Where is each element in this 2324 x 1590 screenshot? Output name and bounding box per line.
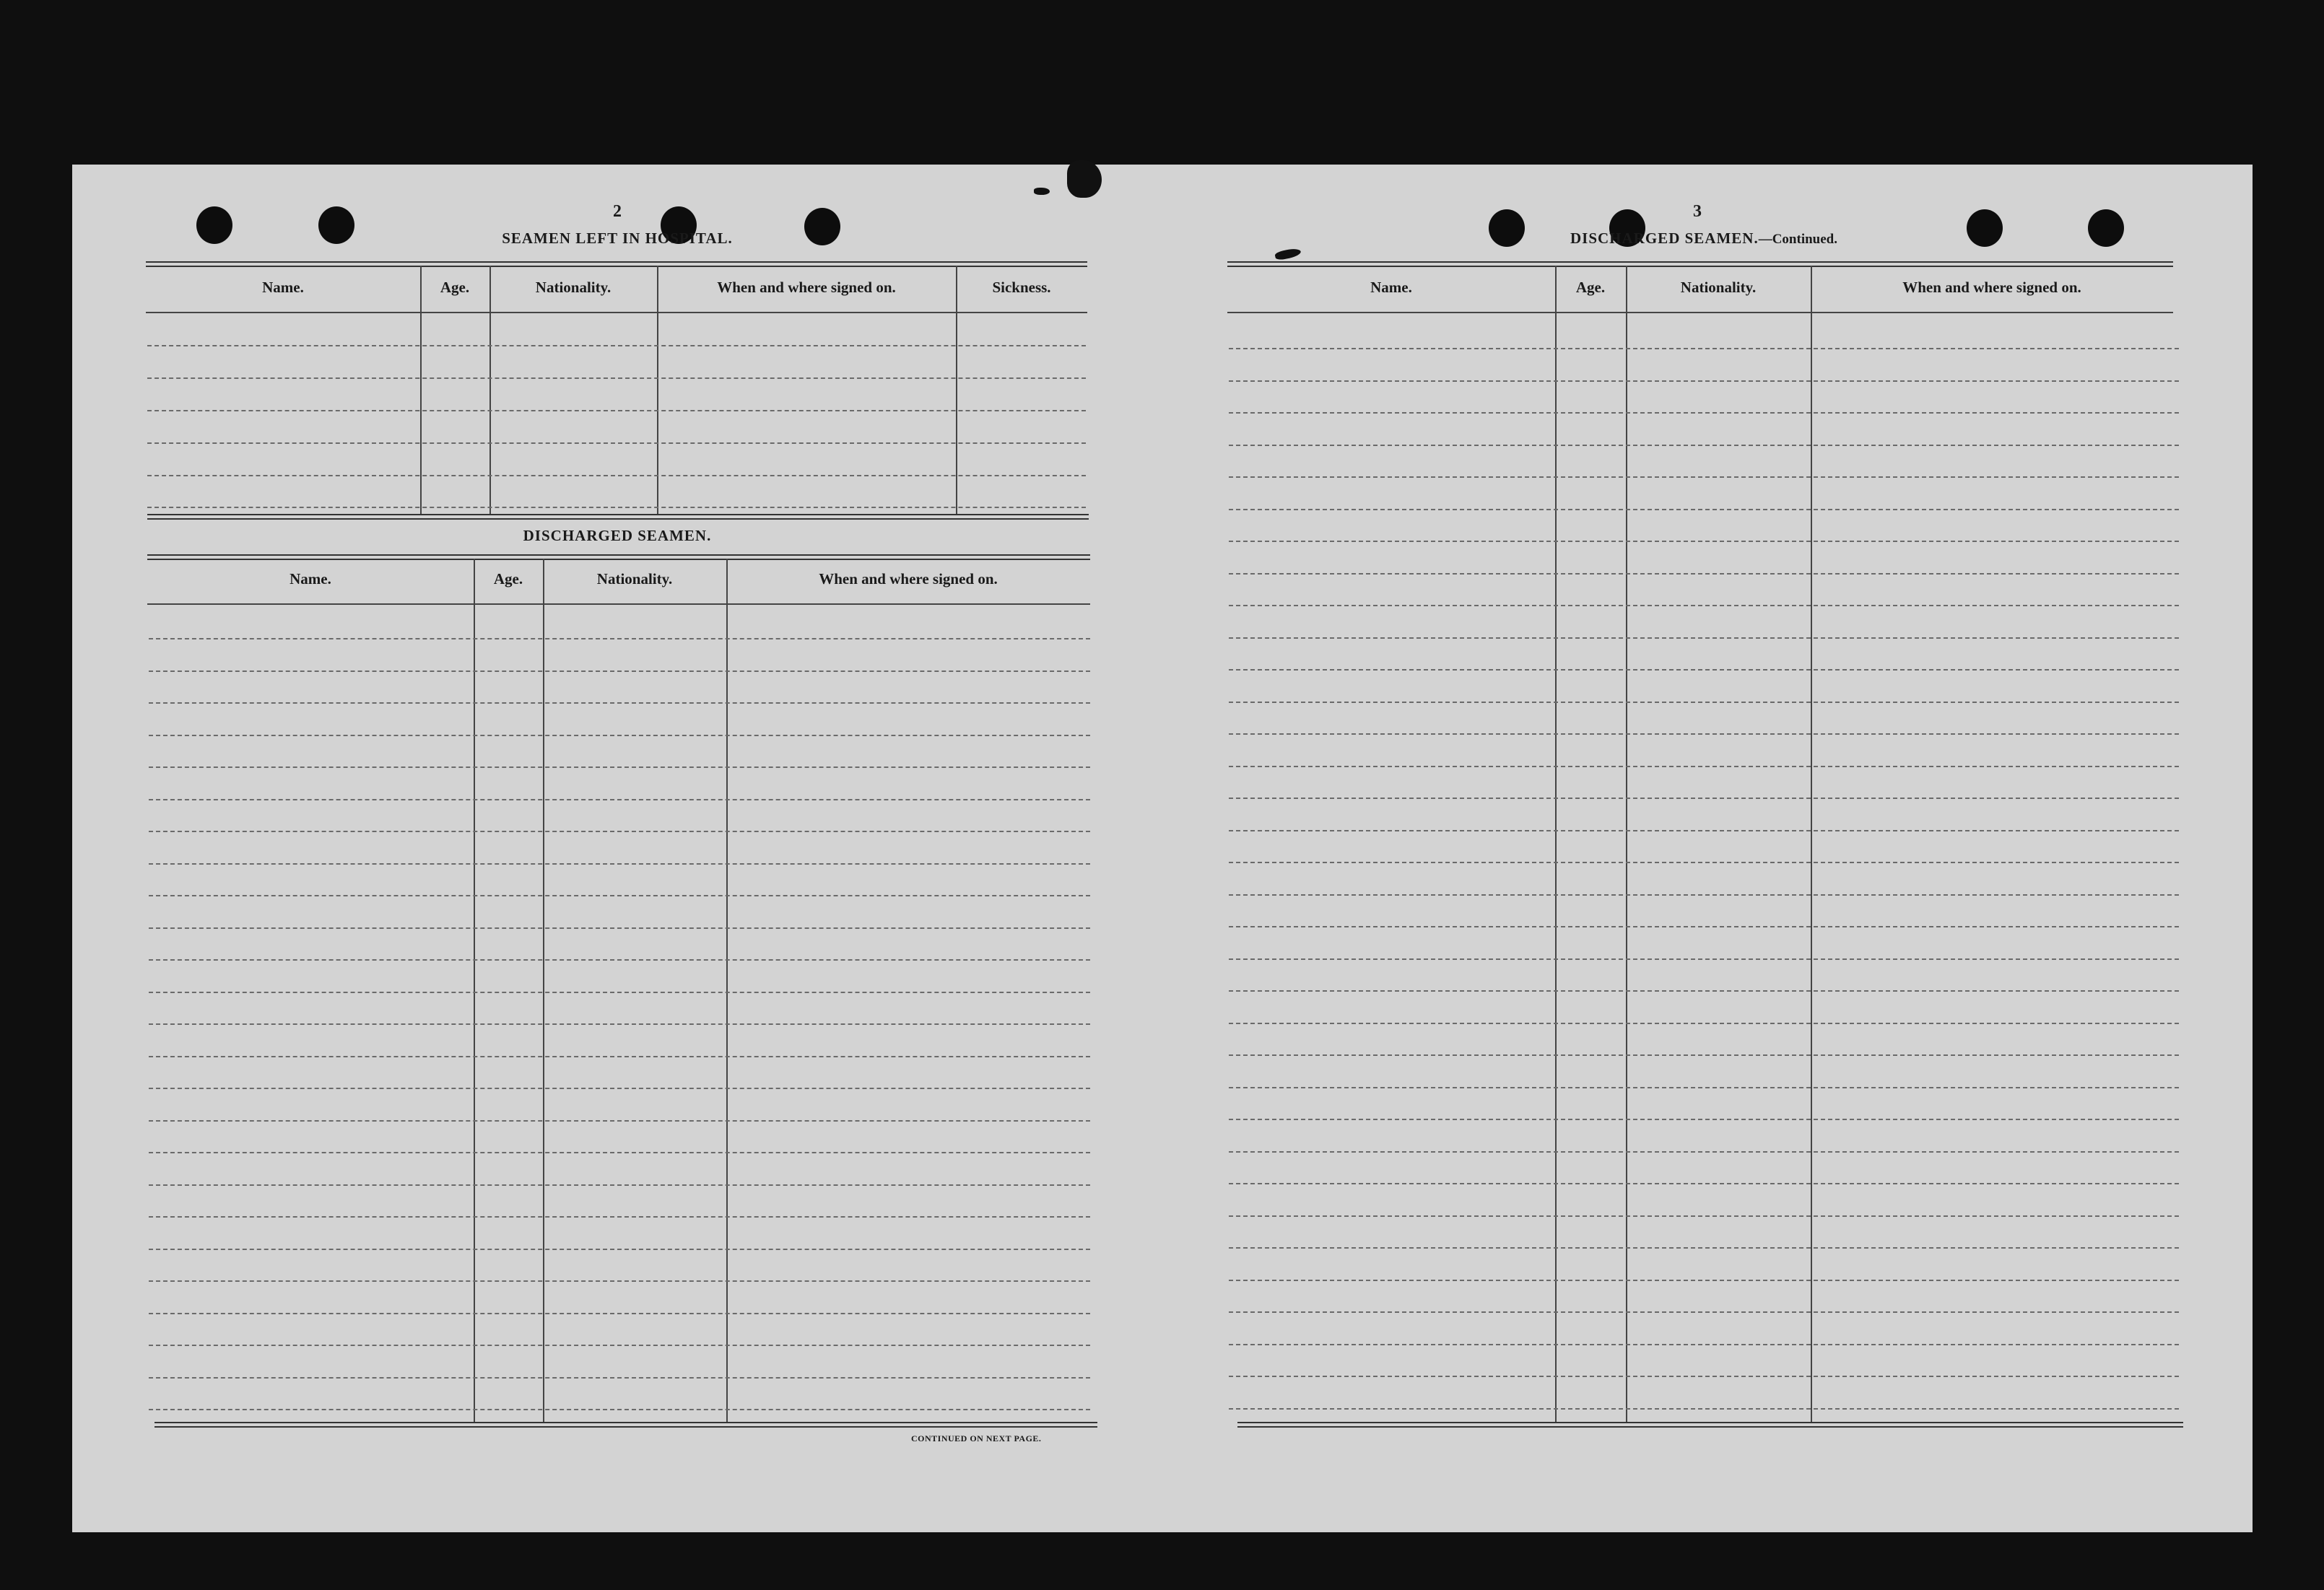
- entry-line: [149, 863, 1090, 865]
- discharged-col-name: Name.: [290, 570, 331, 587]
- entry-line: [149, 638, 1090, 639]
- right-col-age: Age.: [1575, 279, 1606, 296]
- entry-line: [1229, 1151, 2179, 1153]
- entry-line: [1229, 1087, 2179, 1088]
- entry-line: [149, 895, 1090, 896]
- entry-line: [1229, 445, 2179, 446]
- rule: [1237, 1422, 2183, 1428]
- rule: [147, 554, 1090, 560]
- discharged-col-age: Age.: [493, 570, 523, 587]
- entry-line: [149, 670, 1090, 672]
- entry-line: [149, 1249, 1090, 1250]
- hospital-col-age: Age.: [440, 279, 470, 296]
- col-divider: [474, 559, 475, 1423]
- entry-line: [1229, 1408, 2179, 1410]
- entry-line: [1229, 990, 2179, 992]
- entry-line: [149, 1409, 1090, 1410]
- punch-hole: [318, 206, 354, 244]
- rule: [146, 261, 1087, 267]
- entry-line: [147, 475, 1086, 476]
- entry-line: [149, 702, 1090, 704]
- entry-line: [149, 1120, 1090, 1122]
- discharged-col-nationality: Nationality.: [596, 570, 673, 587]
- entry-line: [149, 735, 1090, 736]
- entry-line: [1229, 1215, 2179, 1217]
- entry-line: [1229, 830, 2179, 831]
- entry-line: [147, 442, 1086, 444]
- col-divider: [726, 559, 728, 1423]
- entry-line: [1229, 380, 2179, 382]
- col-divider: [543, 559, 544, 1423]
- entry-line: [1229, 958, 2179, 960]
- rule: [1227, 261, 2173, 267]
- continued-note: CONTINUED ON NEXT PAGE.: [911, 1433, 1042, 1443]
- entry-line: [149, 992, 1090, 993]
- entry-line: [1229, 862, 2179, 863]
- punch-hole: [2088, 209, 2124, 247]
- entry-line: [149, 927, 1090, 929]
- entry-line: [1229, 476, 2179, 478]
- discharged-col-signed-on: When and where signed on.: [819, 570, 998, 587]
- entry-line: [1229, 1311, 2179, 1313]
- punch-hole: [196, 206, 232, 244]
- entry-line: [1229, 1280, 2179, 1281]
- entry-line: [149, 831, 1090, 832]
- ink-blot: [1067, 160, 1102, 198]
- entry-line: [149, 766, 1090, 768]
- entry-line: [1229, 733, 2179, 735]
- entry-line: [1229, 1023, 2179, 1024]
- discharged-continued-title: [1516, 230, 1892, 248]
- entry-line: [1229, 1183, 2179, 1184]
- entry-line: [1229, 798, 2179, 799]
- entry-line: [1229, 766, 2179, 767]
- hospital-col-sickness: Sickness.: [992, 279, 1051, 296]
- entry-line: [149, 1377, 1090, 1379]
- entry-line: [1229, 1119, 2179, 1120]
- discharged-continued-main: DISCHARGED SEAMEN.: [1570, 230, 1759, 247]
- entry-line: [147, 410, 1086, 411]
- right-page-number: 3: [1693, 202, 1702, 221]
- entry-line: [149, 1056, 1090, 1057]
- punch-hole: [804, 208, 840, 245]
- col-divider: [489, 266, 491, 515]
- entry-line: [149, 1345, 1090, 1346]
- entry-line: [1229, 1054, 2179, 1056]
- entry-line: [1229, 1247, 2179, 1249]
- entry-line: [1229, 605, 2179, 606]
- right-col-name: Name.: [1370, 279, 1412, 296]
- right-col-signed-on: When and where signed on.: [1902, 279, 2081, 296]
- entry-line: [1229, 894, 2179, 896]
- col-divider: [420, 266, 422, 515]
- entry-line: [149, 1152, 1090, 1153]
- entry-line: [1229, 702, 2179, 703]
- right-col-nationality: Nationality.: [1680, 279, 1757, 296]
- continued-suffix: —Continued.: [1758, 232, 1837, 247]
- entry-line: [1229, 412, 2179, 414]
- entry-line: [149, 1088, 1090, 1089]
- col-divider: [956, 266, 957, 515]
- entry-line: [149, 799, 1090, 800]
- entry-line: [1229, 637, 2179, 639]
- entry-line: [149, 1280, 1090, 1282]
- hospital-section-title: SEAMEN LEFT IN HOSPITAL.: [502, 230, 733, 247]
- entry-line: [1229, 1376, 2179, 1377]
- col-divider: [657, 266, 658, 515]
- ink-blot: [1034, 188, 1050, 195]
- entry-line: [1229, 541, 2179, 542]
- entry-line: [147, 507, 1086, 508]
- left-page-number: 2: [613, 202, 622, 221]
- entry-line: [1229, 509, 2179, 510]
- hospital-col-name: Name.: [262, 279, 304, 296]
- entry-line: [1229, 669, 2179, 670]
- rule: [147, 603, 1090, 605]
- rule: [1227, 312, 2173, 313]
- entry-line: [149, 1023, 1090, 1025]
- entry-line: [1229, 926, 2179, 927]
- rule: [146, 312, 1087, 313]
- punch-hole: [1967, 209, 2003, 247]
- entry-line: [1229, 1344, 2179, 1345]
- ledger-paper: [72, 165, 2253, 1532]
- entry-line: [1229, 348, 2179, 349]
- rule: [155, 1422, 1097, 1428]
- discharged-section-title: DISCHARGED SEAMEN.: [523, 527, 712, 544]
- hospital-col-signed-on: When and where signed on.: [717, 279, 896, 296]
- entry-line: [1229, 573, 2179, 575]
- entry-line: [149, 1216, 1090, 1218]
- rule: [147, 514, 1089, 520]
- entry-line: [149, 959, 1090, 961]
- entry-line: [149, 1184, 1090, 1186]
- hospital-col-nationality: Nationality.: [535, 279, 612, 296]
- entry-line: [147, 345, 1086, 346]
- entry-line: [147, 377, 1086, 379]
- entry-line: [149, 1313, 1090, 1314]
